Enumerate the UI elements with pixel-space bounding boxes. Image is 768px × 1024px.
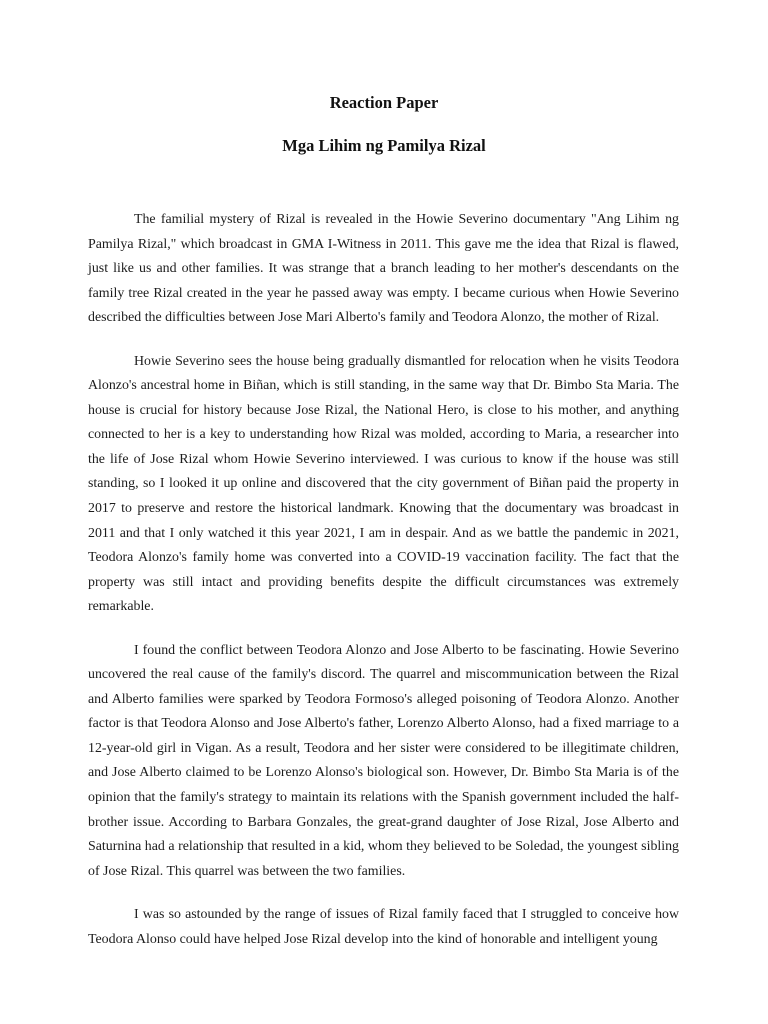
paragraph-2: Howie Severino sees the house being gradually dismantled for relocation when he visits Teodora Alonzo's ancestral home in Biñan, which is still standing, in the same way that Dr. Bimbo Sta Maria. The house is crucial for history because Jose Rizal, the National Hero, is close to his mother, and anything connected to her is a key to understanding how Rizal was molded, according to Maria, a researcher into the life of Jose Rizal whom Howie Severino interviewed. I was curious to know if the house was still standing, so I looked it up online and discovered that the city government of Biñan paid the property in 2017 to preserve and restore the historical landmark. Knowing that the documentary was broadcast in 2011 and that I only watched it this year 2021, I am in despair. And as we battle the pandemic in 2021, Teodora Alonzo's family home was converted into a COVID-19 vaccination facility. The fact that the property was still intact and providing benefits despite the difficult circumstances was extremely remarkable.: [88, 353, 679, 615]
page-subtitle: Mga Lihim ng Pamilya Rizal: [282, 136, 486, 155]
paragraph-3: I found the conflict between Teodora Alonzo and Jose Alberto to be fascinating. Howie Severino uncovered the real cause of the family's discord. The quarrel and miscommunication between the Rizal and Alberto families were sparked by Teodora Formoso's alleged poisoning of Teodora Alonzo. Another factor is that Teodora Alonso and Jose Alberto's father, Lorenzo Alberto Alonso, had a fixed marriage to a 12-year-old girl in Vigan. As a result, Teodora and her sister were considered to be illegitimate children, and Jose Alberto claimed to be Lorenzo Alonso's biological son. However, Dr. Bimbo Sta Maria is of the opinion that the family's strategy to maintain its relations with the Spanish government included the half-brother issue. According to Barbara Gonzales, the great-grand daughter of Jose Rizal, Jose Alberto and Saturnina had a relationship that resulted in a kid, whom they believed to be Soledad, the youngest sibling of Jose Rizal. This quarrel was between the two families.: [88, 642, 679, 879]
document-body: [88, 208, 679, 971]
paragraph-1: The familial mystery of Rizal is revealed in the Howie Severino documentary "Ang Lihim ng Pamilya Rizal," which broadcast in GMA I-Witness in 2011. This gave me the idea that Rizal is flawed, just like us and other families. It was strange that a branch leading to her mother's descendants on the family tree Rizal created in the year he passed away was empty. I became curious when Howie Severino described the difficulties between Jose Mari Alberto's family and Teodora Alonzo, the mother of Rizal.: [88, 212, 679, 326]
page-title: Reaction Paper: [329, 93, 439, 112]
paragraph-4: I was so astounded by the range of issues of Rizal family faced that I struggled to conceive how Teodora Alonso could have helped Jose Rizal develop into the kind of honorable and intelligent young: [88, 907, 679, 947]
